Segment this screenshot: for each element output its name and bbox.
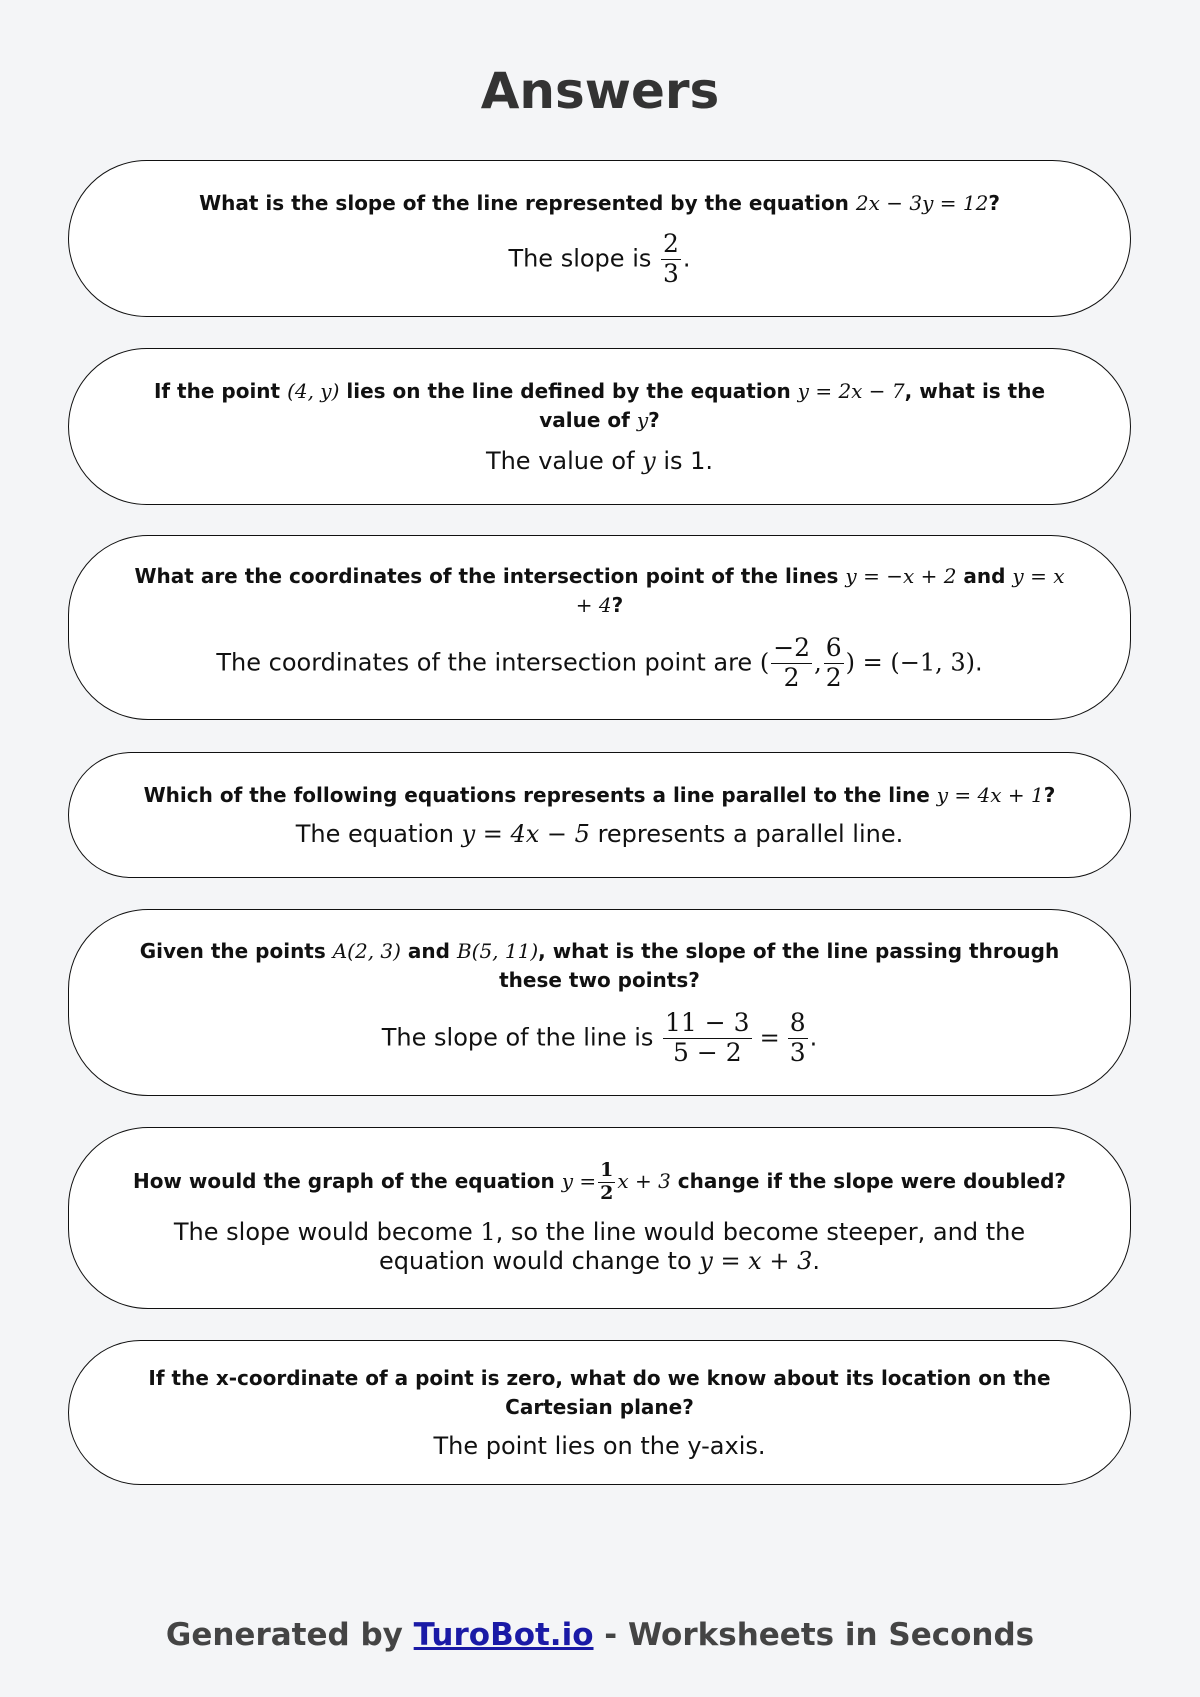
answer-text: The slope would become 1, so the line would become steeper, and the equation would change to y = x + 3. [173, 1218, 1026, 1276]
question-text: Given the points A(2, 3) and B(5, 11), what is the slope of the line passing through these two points? [139, 939, 1060, 993]
footer-suffix: - Worksheets in Seconds [593, 1617, 1035, 1653]
question-text: Which of the following equations represents a line parallel to the line y = 4x + 1? [143, 783, 1056, 807]
fraction: $\frac{-2}{2}$ [773, 633, 811, 692]
footer-prefix: Generated by [165, 1617, 414, 1653]
fraction: $\frac{8}{3}$ [789, 1008, 806, 1067]
answer-text: The point lies on the y-axis. [433, 1432, 766, 1460]
answer-text: The equation y = 4x − 5 represents a parallel line. [295, 820, 904, 848]
turobot-link[interactable]: TuroBot.io [413, 1617, 594, 1653]
question-text: What is the slope of the line represented by the equation 2x − 3y = 12? [199, 190, 1000, 215]
footer [0, 1617, 1200, 1653]
answer-card [68, 909, 1131, 1096]
question-text: If the point (4, y) lies on the line defined by the equation y = 2x − 7, what is the value of y? [153, 379, 1046, 432]
fraction: $\frac{2}{3}$ [663, 228, 679, 288]
fraction: $\frac{6}{2}$ [825, 633, 842, 692]
page-title: Answers [480, 62, 720, 120]
answer-card [68, 348, 1131, 505]
question-text: If the x-coordinate of a point is zero, what do we know about its location on the Cartesian plane? [148, 1366, 1051, 1419]
answer-text: The value of y is 1. [485, 447, 714, 475]
answer-text: The coordinates of the intersection point are ( $\frac{-2}{2}$ , $\frac{6}{2}$ ) = (−1, 3). [216, 633, 983, 692]
answer-card [68, 752, 1131, 878]
answer-card [68, 535, 1131, 720]
answer-card [68, 160, 1131, 317]
answer-text: The slope of the line is $\frac{11 - 3}{5 - 2}$ = $\frac{8}{3}$ . [381, 1008, 818, 1067]
answer-text: The slope is $\frac{2}{3}$ . [508, 228, 691, 288]
answer-card [68, 1340, 1131, 1485]
answer-card [68, 1127, 1131, 1309]
question-text: How would the graph of the equation y = $\frac{1}{2}$ x + 3 change if the slope were doubled? [132, 1158, 1067, 1204]
question-text: What are the coordinates of the intersection point of the lines y = −x + 2 and y = x + 4? [134, 564, 1065, 618]
fraction: $\frac{11 - 3}{5 - 2}$ [665, 1008, 750, 1067]
fraction: $\frac{1}{2}$ [600, 1158, 614, 1204]
